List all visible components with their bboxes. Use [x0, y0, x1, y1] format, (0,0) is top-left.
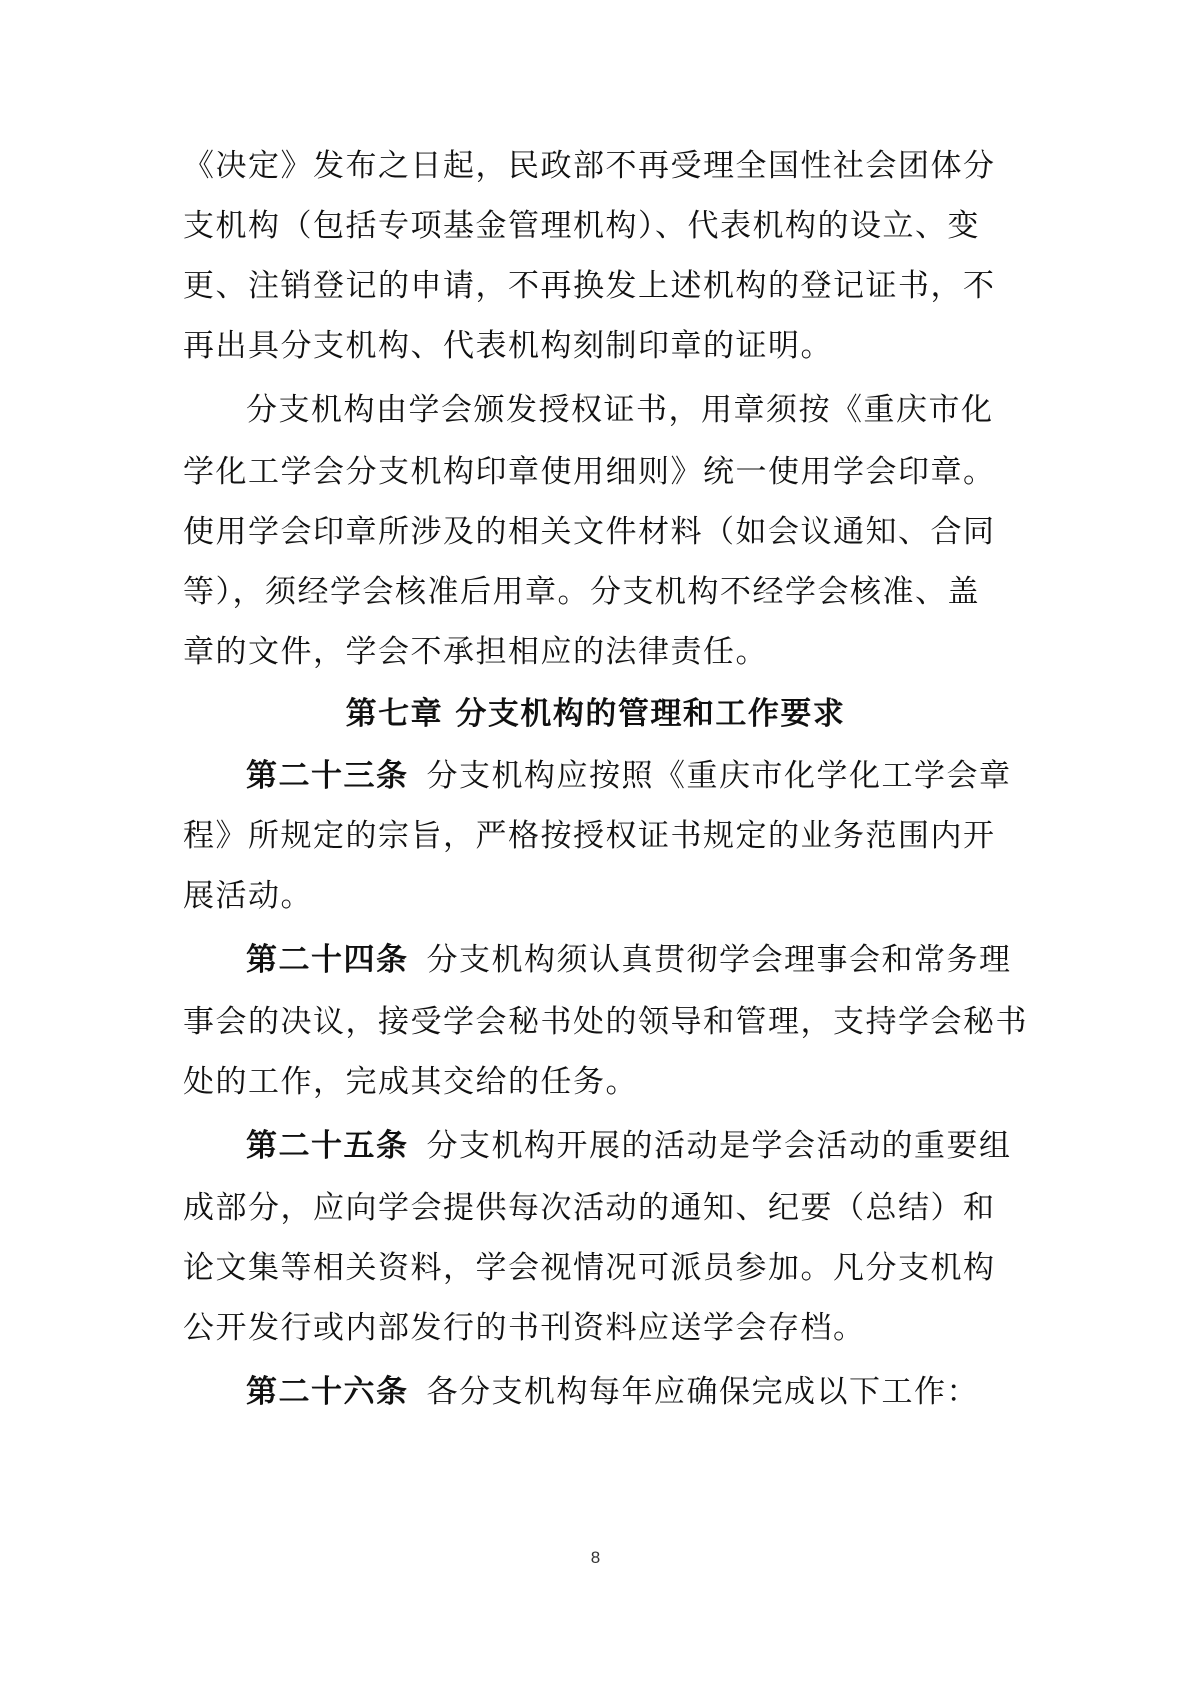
text-line: 章的文件，学会不承担相应的法律责任。	[183, 634, 768, 670]
article-first-line	[246, 756, 1012, 796]
text-line: 公开发行或内部发行的书刊资料应送学会存档。	[183, 1310, 866, 1346]
article-first-line	[246, 940, 1012, 980]
text-line: 处的工作，完成其交给的任务。	[183, 1064, 638, 1100]
text-line: 学化工学会分支机构印章使用细则》统一使用学会印章。	[183, 454, 996, 490]
text-line: 程》所规定的宗旨，严格按授权证书规定的业务范围内开	[183, 818, 996, 854]
text-line: 分支机构须认真贯彻学会理事会和常务理	[426, 942, 1012, 978]
text-line: 更、注销登记的申请，不再换发上述机构的登记证书，不	[183, 268, 996, 304]
text-line: 《决定》发布之日起，民政部不再受理全国性社会团体分	[183, 148, 996, 184]
article-first-line	[246, 1372, 979, 1412]
article-label: 第二十四条	[246, 942, 409, 978]
text-line: 论文集等相关资料，学会视情况可派员参加。凡分支机构	[183, 1250, 996, 1286]
text-line: 成部分，应向学会提供每次活动的通知、纪要（总结）和	[183, 1190, 996, 1226]
article-label: 第二十三条	[246, 758, 409, 794]
article-first-line	[246, 1126, 1012, 1166]
text-line: 分支机构开展的活动是学会活动的重要组	[426, 1128, 1012, 1164]
text-line: 再出具分支机构、代表机构刻制印章的证明。	[183, 328, 833, 364]
chapter-heading: 第七章 分支机构的管理和工作要求	[345, 696, 846, 732]
text-line: 使用学会印章所涉及的相关文件材料（如会议通知、合同	[183, 514, 996, 550]
text-line: 事会的决议，接受学会秘书处的领导和管理，支持学会秘书	[183, 1004, 1028, 1040]
text-line: 分支机构应按照《重庆市化学化工学会章	[426, 758, 1012, 794]
text-line: 支机构（包括专项基金管理机构）、代表机构的设立、变	[183, 208, 980, 244]
text-line: 各分支机构每年应确保完成以下工作：	[426, 1374, 979, 1410]
article-label: 第二十五条	[246, 1128, 409, 1164]
text-line: 等），须经学会核准后用章。分支机构不经学会核准、盖	[183, 574, 980, 610]
text-line: 分支机构由学会颁发授权证书，用章须按《重庆市化	[246, 392, 994, 428]
page-number: 8	[590, 1548, 601, 1567]
article-label: 第二十六条	[246, 1374, 409, 1410]
text-line: 展活动。	[183, 878, 313, 914]
